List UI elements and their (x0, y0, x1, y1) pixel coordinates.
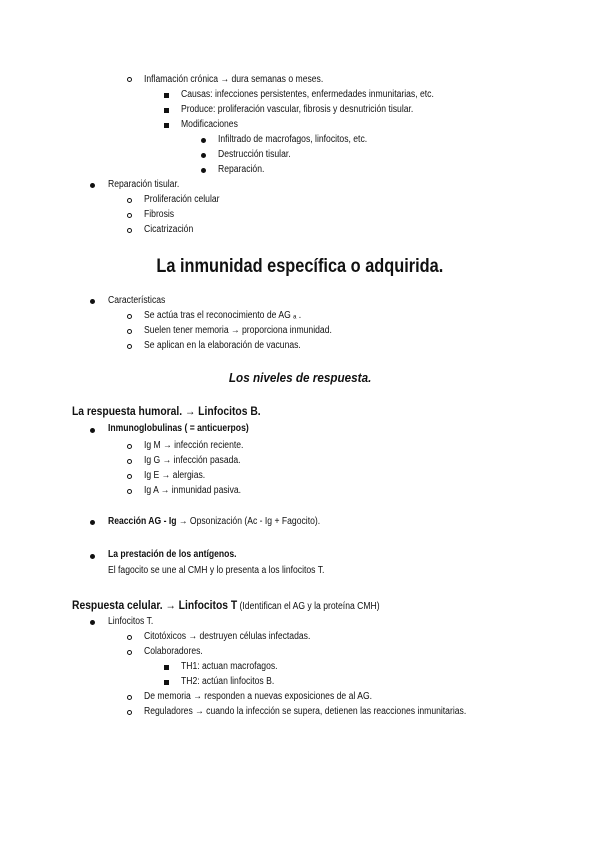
list-item: Produce: proliferación vascular, fibrosis y desnutrición tisular. (181, 104, 414, 115)
list-item: Ig A → inmunidad pasiva. (144, 485, 242, 496)
celular-heading-note: (Identifican el AG y la proteína CMH) (237, 601, 380, 612)
list-item: TH1: actuan macrofagos. (181, 661, 278, 672)
reaccion-text: → Opsonización (Ac - Ig + Fagocito). (176, 516, 321, 527)
square-bullet (164, 93, 169, 98)
list-item: Reparación. (218, 164, 265, 175)
disc-bullet (90, 520, 95, 525)
list-item: La prestación de los antígenos. (108, 549, 237, 560)
list-item: Se actúa tras el reconocimiento de AG ₐ . (144, 310, 302, 321)
disc-bullet (90, 299, 95, 304)
list-item: Inmunoglobulinas ( = anticuerpos) (108, 423, 249, 434)
reaccion-label: Reacción AG - Ig (108, 516, 177, 527)
list-item: Inflamación crónica → dura semanas o meses. (144, 74, 324, 85)
square-bullet (164, 680, 169, 685)
circle-bullet (127, 198, 132, 203)
circle-bullet (127, 228, 132, 233)
circle-bullet (127, 444, 132, 449)
list-item: Ig G → infección pasada. (144, 455, 241, 466)
circle-bullet (127, 635, 132, 640)
list-item: Se aplican en la elaboración de vacunas. (144, 340, 301, 351)
celular-heading (72, 597, 380, 615)
list-item: Linfocitos T. (108, 616, 154, 627)
circle-bullet (127, 474, 132, 479)
list-item: De memoria → responden a nuevas exposiciones de al AG. (144, 691, 373, 702)
disc-bullet (90, 428, 95, 433)
list-item: Ig E → alergias. (144, 470, 206, 481)
circle-bullet (127, 329, 132, 334)
list-item: Reguladores → cuando la infección se supera, detienen las reacciones inmunitarias. (144, 706, 467, 717)
humoral-heading: La respuesta humoral. → Linfocitos B. (72, 404, 261, 418)
square-bullet (164, 123, 169, 128)
square-bullet (164, 665, 169, 670)
list-item: Modificaciones (181, 119, 238, 130)
celular-heading-text: Respuesta celular. → Linfocitos T (72, 598, 238, 612)
paragraph: El fagocito se une al CMH y lo presenta a los linfocitos T. (108, 565, 325, 576)
disc-bullet (201, 138, 206, 143)
list-item: Proliferación celular (144, 194, 220, 205)
list-item: Causas: infecciones persistentes, enfermedades inmunitarias, etc. (181, 89, 434, 100)
list-item: Características (108, 295, 166, 306)
list-item: TH2: actúan linfocitos B. (181, 676, 275, 687)
list-item: Infiltrado de macrofagos, linfocitos, etc. (218, 134, 368, 145)
list-item (108, 515, 320, 529)
circle-bullet (127, 650, 132, 655)
list-item: Colaboradores. (144, 646, 203, 657)
circle-bullet (127, 77, 132, 82)
circle-bullet (127, 213, 132, 218)
circle-bullet (127, 710, 132, 715)
circle-bullet (127, 489, 132, 494)
disc-bullet (201, 153, 206, 158)
list-item: Suelen tener memoria → proporciona inmunidad. (144, 325, 332, 336)
circle-bullet (127, 314, 132, 319)
circle-bullet (127, 344, 132, 349)
section-title: La inmunidad específica o adquirida. (156, 256, 444, 277)
disc-bullet (201, 168, 206, 173)
list-item: Citotóxicos → destruyen células infectadas. (144, 631, 311, 642)
square-bullet (164, 108, 169, 113)
disc-bullet (90, 620, 95, 625)
list-item: Destrucción tisular. (218, 149, 291, 160)
list-item: Ig M → infección reciente. (144, 440, 244, 451)
disc-bullet (90, 183, 95, 188)
list-item: Reparación tisular. (108, 179, 180, 190)
list-item: Cicatrización (144, 224, 194, 235)
disc-bullet (90, 554, 95, 559)
subsection-title: Los niveles de respuesta. (228, 370, 372, 385)
list-item: Fibrosis (144, 209, 175, 220)
circle-bullet (127, 459, 132, 464)
circle-bullet (127, 695, 132, 700)
